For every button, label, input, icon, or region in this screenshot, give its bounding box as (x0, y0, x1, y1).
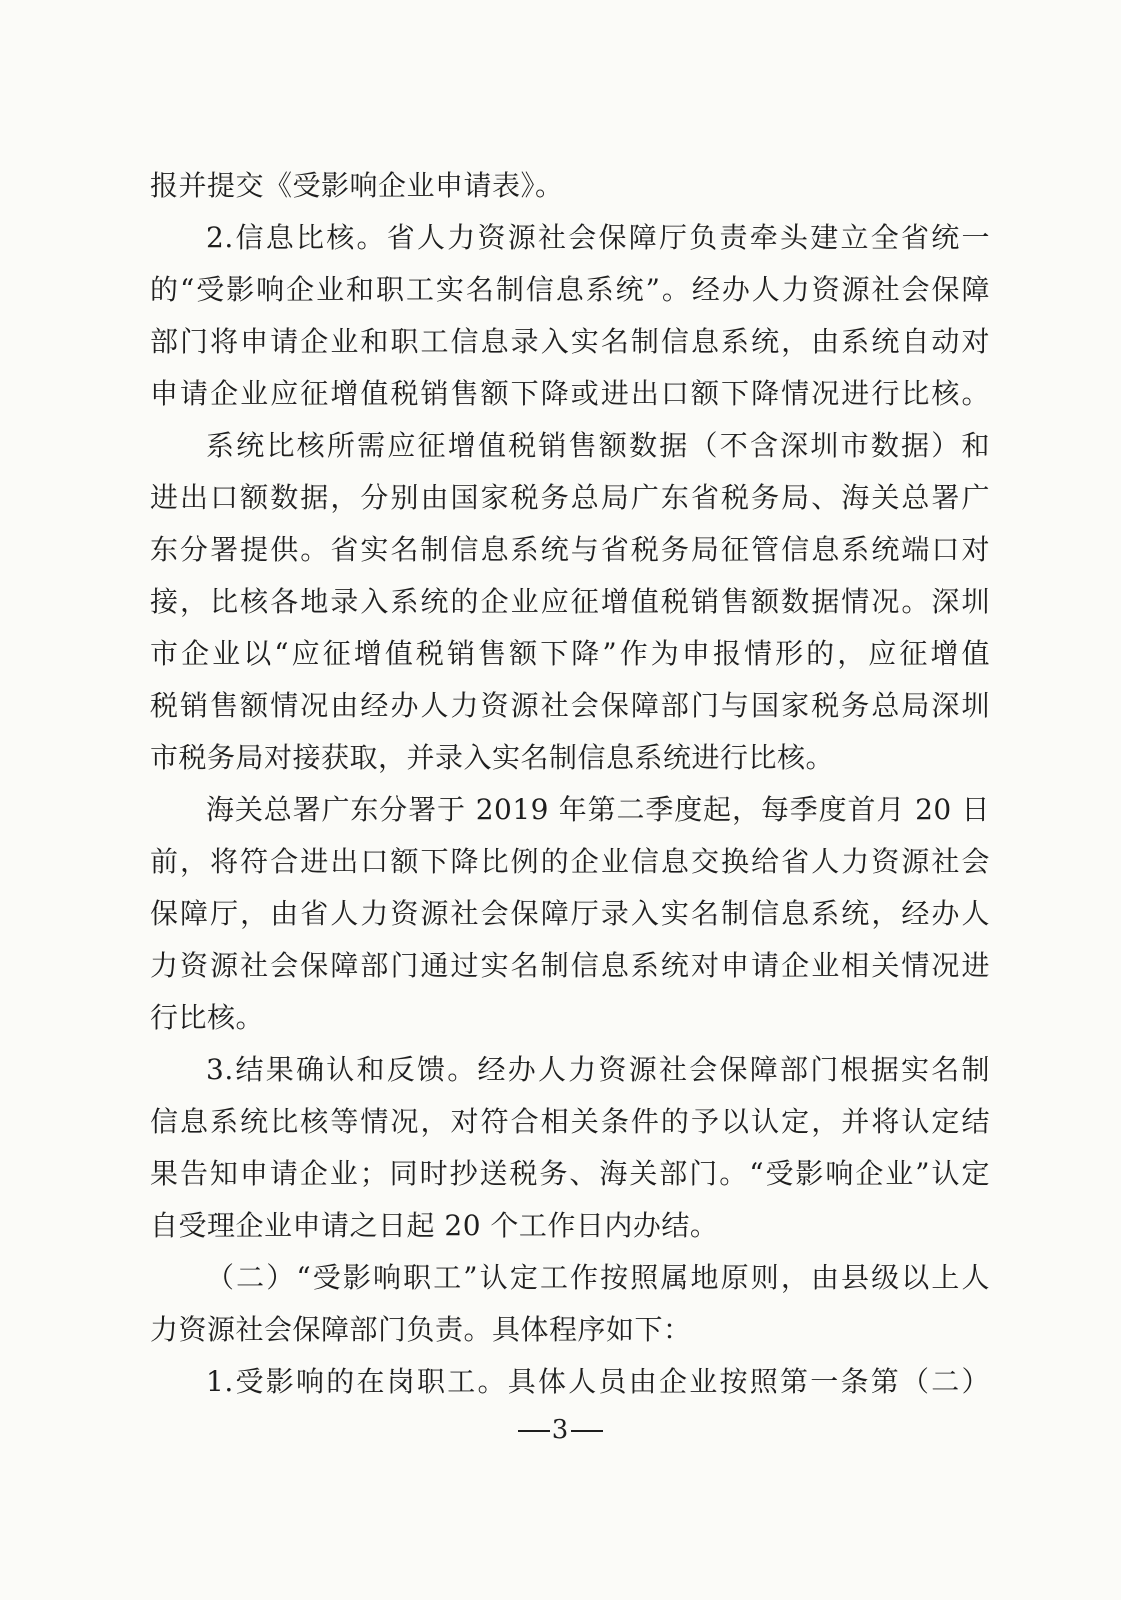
page-number-value: 3 (551, 1415, 570, 1445)
text-line: 前，将符合进出口额下降比例的企业信息交换给省人力资源社会 (150, 845, 990, 878)
text-line: 自受理企业申请之日起 20 个工作日内办结。 (150, 1209, 719, 1242)
text-line: 1.受影响的在岗职工。具体人员由企业按照第一条第（二） (206, 1365, 990, 1398)
text-line: 接，比核各地录入系统的企业应征增值税销售额数据情况。深圳 (150, 585, 990, 618)
text-line: 2.信息比核。省人力资源社会保障厅负责牵头建立全省统一 (206, 221, 990, 254)
text-line: 3.结果确认和反馈。经办人力资源社会保障部门根据实名制 (206, 1053, 990, 1086)
text-line: 保障厅，由省人力资源社会保障厅录入实名制信息系统，经办人 (150, 897, 990, 930)
text-line: （二）“受影响职工”认定工作按照属地原则，由县级以上人 (206, 1261, 990, 1294)
text-line: 申请企业应征增值税销售额下降或进出口额下降情况进行比核。 (150, 377, 990, 410)
text-line: 力资源社会保障部门负责。具体程序如下： (150, 1313, 692, 1346)
dash-left (518, 1430, 550, 1432)
text-line: 信息系统比核等情况，对符合相关条件的予以认定，并将认定结 (150, 1105, 990, 1138)
page-number (0, 1415, 1121, 1445)
text-line: 东分署提供。省实名制信息系统与省税务局征管信息系统端口对 (150, 533, 990, 566)
text-line: 力资源社会保障部门通过实名制信息系统对申请企业相关情况进 (150, 949, 990, 982)
text-line: 果告知申请企业；同时抄送税务、海关部门。“受影响企业”认定 (150, 1157, 990, 1190)
text-line: 行比核。 (150, 1001, 265, 1034)
text-line: 市税务局对接获取，并录入实名制信息系统进行比核。 (150, 741, 835, 774)
text-line: 系统比核所需应征增值税销售额数据（不含深圳市数据）和 (206, 429, 990, 462)
text-line: 报并提交《受影响企业申请表》。 (150, 169, 564, 202)
text-line: 市企业以“应征增值税销售额下降”作为申报情形的，应征增值 (150, 637, 990, 670)
body-text (150, 160, 990, 1408)
text-line: 税销售额情况由经办人力资源社会保障部门与国家税务总局深圳 (150, 689, 990, 722)
text-line: 海关总署广东分署于 2019 年第二季度起，每季度首月 20 日 (206, 793, 990, 826)
text-line: 部门将申请企业和职工信息录入实名制信息系统，由系统自动对 (150, 325, 990, 358)
text-line: 进出口额数据，分别由国家税务总局广东省税务局、海关总署广 (150, 481, 990, 514)
dash-right (571, 1430, 603, 1432)
text-line: 的“受影响企业和职工实名制信息系统”。经办人力资源社会保障 (150, 273, 990, 306)
